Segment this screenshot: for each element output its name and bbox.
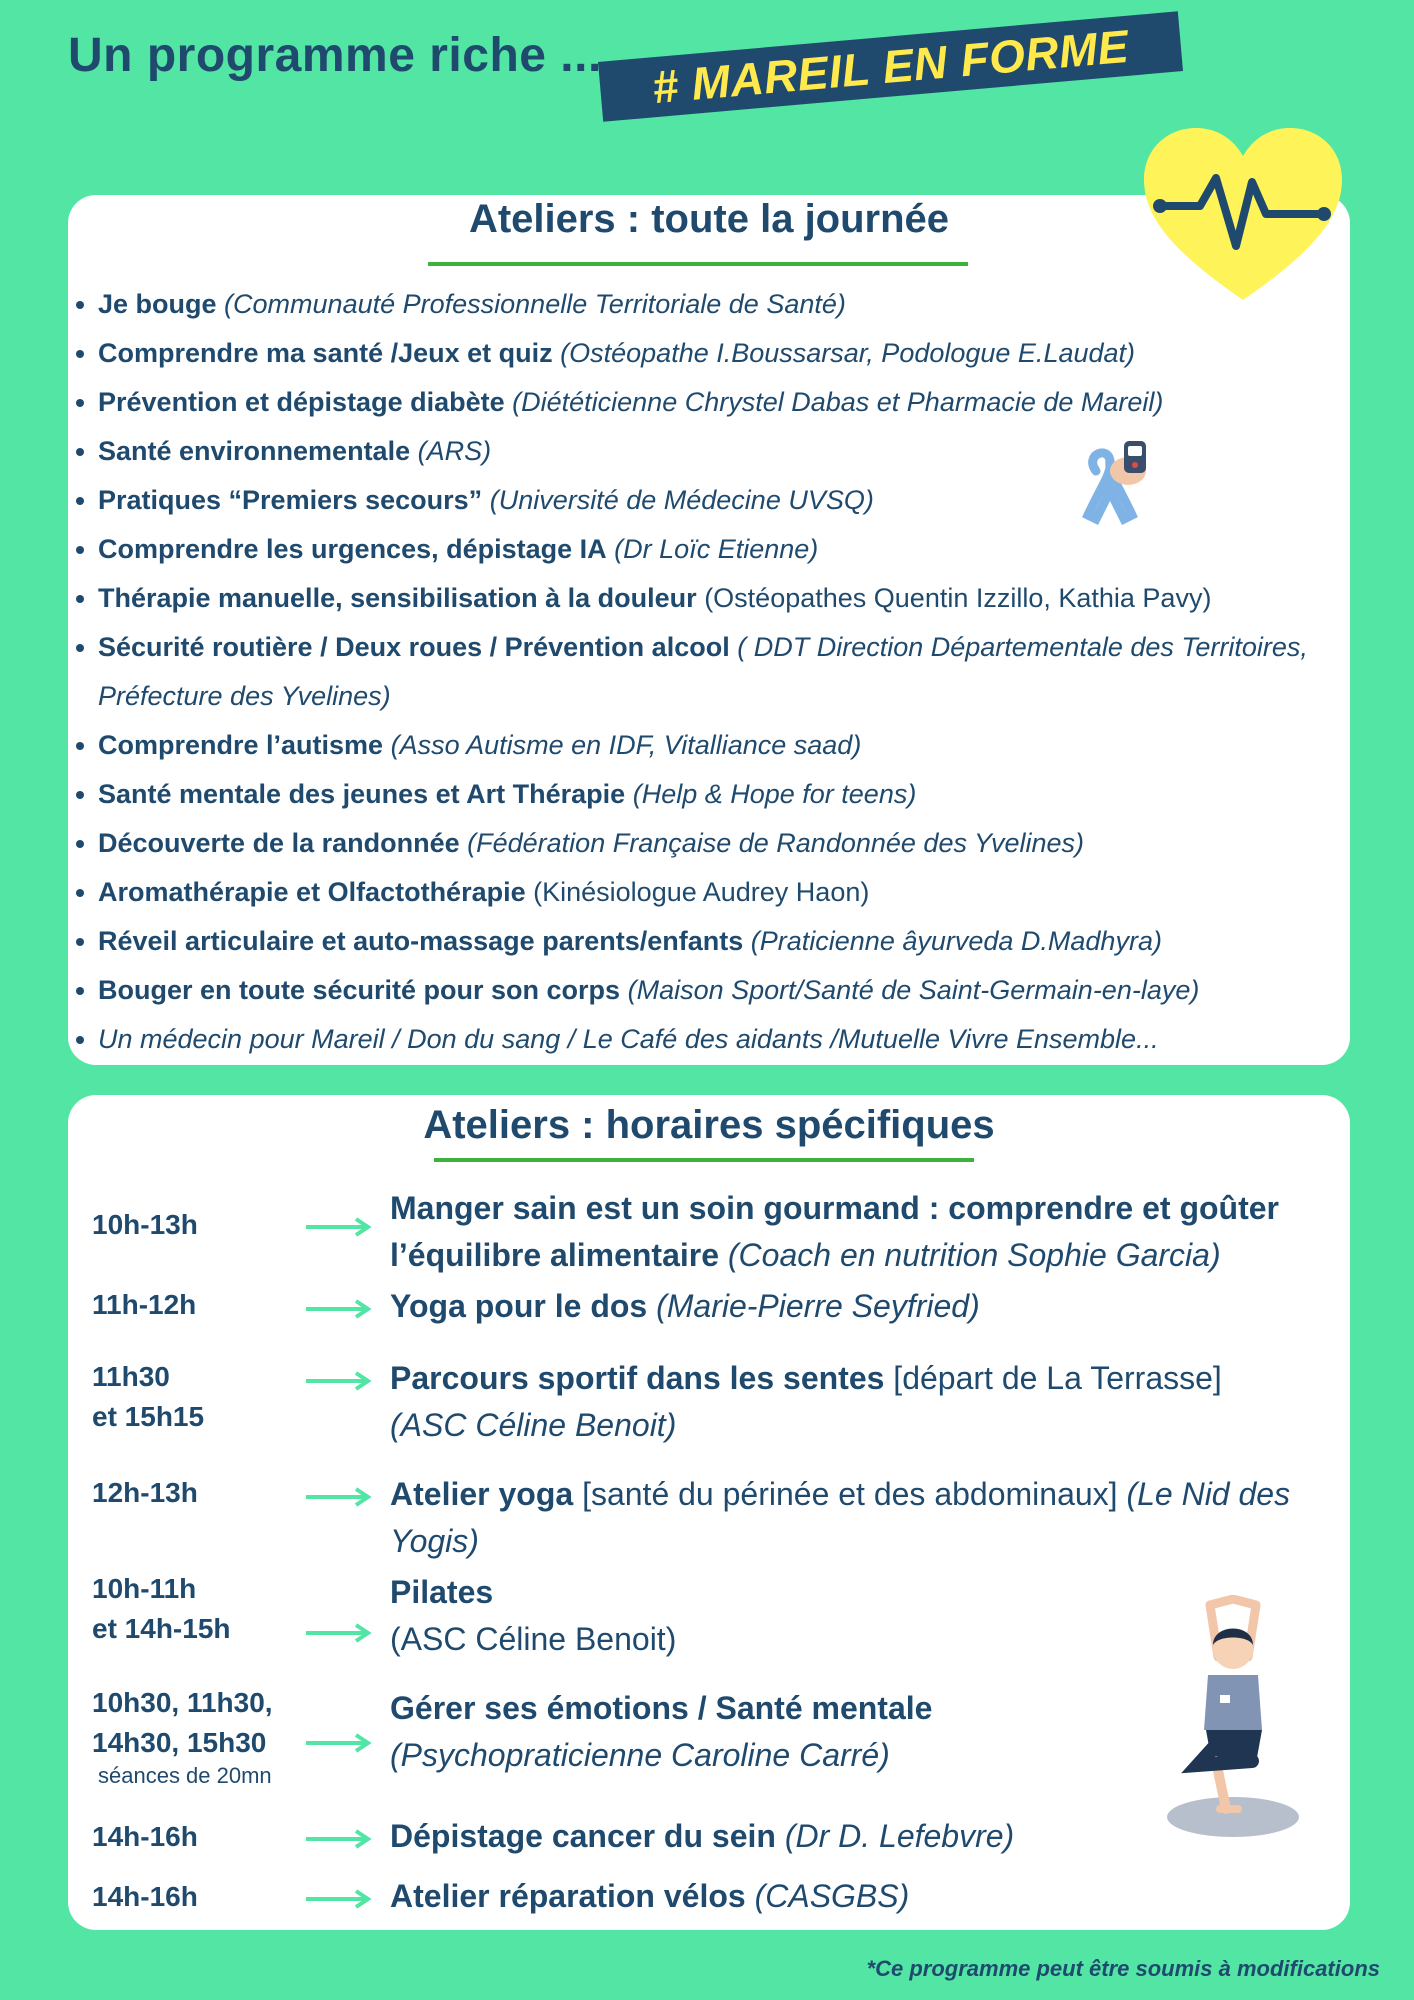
arrow-right-icon: [304, 1371, 372, 1391]
list-item-extra: Un médecin pour Mareil / Don du sang / Le Café des aidants /Mutuelle Vivre Ensemble...: [68, 1015, 1348, 1064]
all-day-workshops-card: [68, 195, 1350, 1065]
hashtag-banner: [598, 11, 1183, 121]
time-label: 12h-13h: [92, 1477, 198, 1508]
time-label: 10h-11h et 14h-15h: [92, 1573, 231, 1644]
time-label: 10h30, 11h30, 14h30, 15h30 séances de 20mn: [92, 1687, 273, 1788]
arrow-right-icon: [304, 1829, 372, 1849]
hashtag-text: # MAREIL EN FORME: [650, 19, 1131, 114]
arrow-right-icon: [304, 1487, 372, 1507]
blue-ribbon-glucose-meter-icon: [1066, 435, 1162, 531]
list-item: Réveil articulaire et auto-massage parents/enfants (Praticienne âyurveda D.Madhyra): [68, 917, 1348, 966]
list-item: Thérapie manuelle, sensibilisation à la douleur (Ostéopathes Quentin Izzillo, Kathia Pavy): [68, 574, 1348, 623]
schedule-description: Pilates (ASC Céline Benoit): [390, 1574, 677, 1657]
list-item: Sécurité routière / Deux roues / Prévention alcool ( DDT Direction Départementale des Territoires, Préfecture des Yvelines): [68, 623, 1348, 721]
arrow-right-icon: [304, 1889, 372, 1909]
list-item: Prévention et dépistage diabète (Diététicienne Chrystel Dabas et Pharmacie de Mareil): [68, 378, 1348, 427]
schedule-description: Dépistage cancer du sein (Dr D. Lefebvre): [390, 1818, 1015, 1854]
schedule-description: Atelier yoga [santé du périnée et des abdominaux] (Le Nid des Yogis): [390, 1476, 1291, 1559]
arrow-right-icon: [304, 1623, 372, 1643]
list-item: Comprendre les urgences, dépistage IA (Dr Loïc Etienne): [68, 525, 1348, 574]
list-item: Comprendre l’autisme (Asso Autisme en IDF, Vitalliance saad): [68, 721, 1348, 770]
footer-disclaimer: *Ce programme peut être soumis à modifications: [866, 1956, 1380, 1981]
page-title: Un programme riche ...: [68, 29, 602, 82]
arrow-right-icon: [304, 1299, 372, 1319]
list-item: Je bouge (Communauté Professionnelle Territoriale de Santé): [68, 280, 1348, 329]
specific-title: Ateliers : horaires spécifiques: [423, 1103, 995, 1147]
heartbeat-heart-icon: [1138, 120, 1348, 310]
schedule-description: Atelier réparation vélos (CASGBS): [390, 1878, 910, 1914]
time-label: 11h-12h: [92, 1289, 197, 1320]
time-label: 10h-13h: [92, 1209, 198, 1240]
list-item: Bouger en toute sécurité pour son corps (Maison Sport/Santé de Saint-Germain-en-laye): [68, 966, 1348, 1015]
list-item: Santé environnementale (ARS): [68, 427, 1348, 476]
time-label: 14h-16h: [92, 1881, 198, 1912]
list-item: Pratiques “Premiers secours” (Université de Médecine UVSQ): [68, 476, 1348, 525]
time-label: 14h-16h: [92, 1821, 198, 1852]
time-label: 11h30 et 15h15: [92, 1361, 205, 1432]
schedule-description: Parcours sportif dans les sentes [départ de La Terrasse] (ASC Céline Benoit): [390, 1360, 1222, 1443]
arrow-right-icon: [304, 1217, 372, 1237]
specific-schedule-card: [68, 1095, 1350, 1930]
list-item: Comprendre ma santé /Jeux et quiz (Ostéopathe I.Boussarsar, Podologue E.Laudat): [68, 329, 1348, 378]
schedule-description: Gérer ses émotions / Santé mentale (Psychopraticienne Caroline Carré): [390, 1690, 933, 1773]
all-day-title-underline: [428, 262, 968, 266]
all-day-title: Ateliers : toute la journée: [468, 197, 950, 241]
list-item: Découverte de la randonnée (Fédération Française de Randonnée des Yvelines): [68, 819, 1348, 868]
list-item: Santé mentale des jeunes et Art Thérapie (Help & Hope for teens): [68, 770, 1348, 819]
all-day-workshop-list: [68, 280, 1348, 1064]
list-item: Aromathérapie et Olfactothérapie (Kinésiologue Audrey Haon): [68, 868, 1348, 917]
arrow-right-icon: [304, 1733, 372, 1753]
schedule-description: Manger sain est un soin gourmand : comprendre et goûter l’équilibre alimentaire (Coach en nutrition Sophie Garcia): [390, 1190, 1279, 1273]
yoga-person-illustration: [1158, 1595, 1308, 1840]
schedule-description: Yoga pour le dos (Marie-Pierre Seyfried): [390, 1288, 980, 1324]
